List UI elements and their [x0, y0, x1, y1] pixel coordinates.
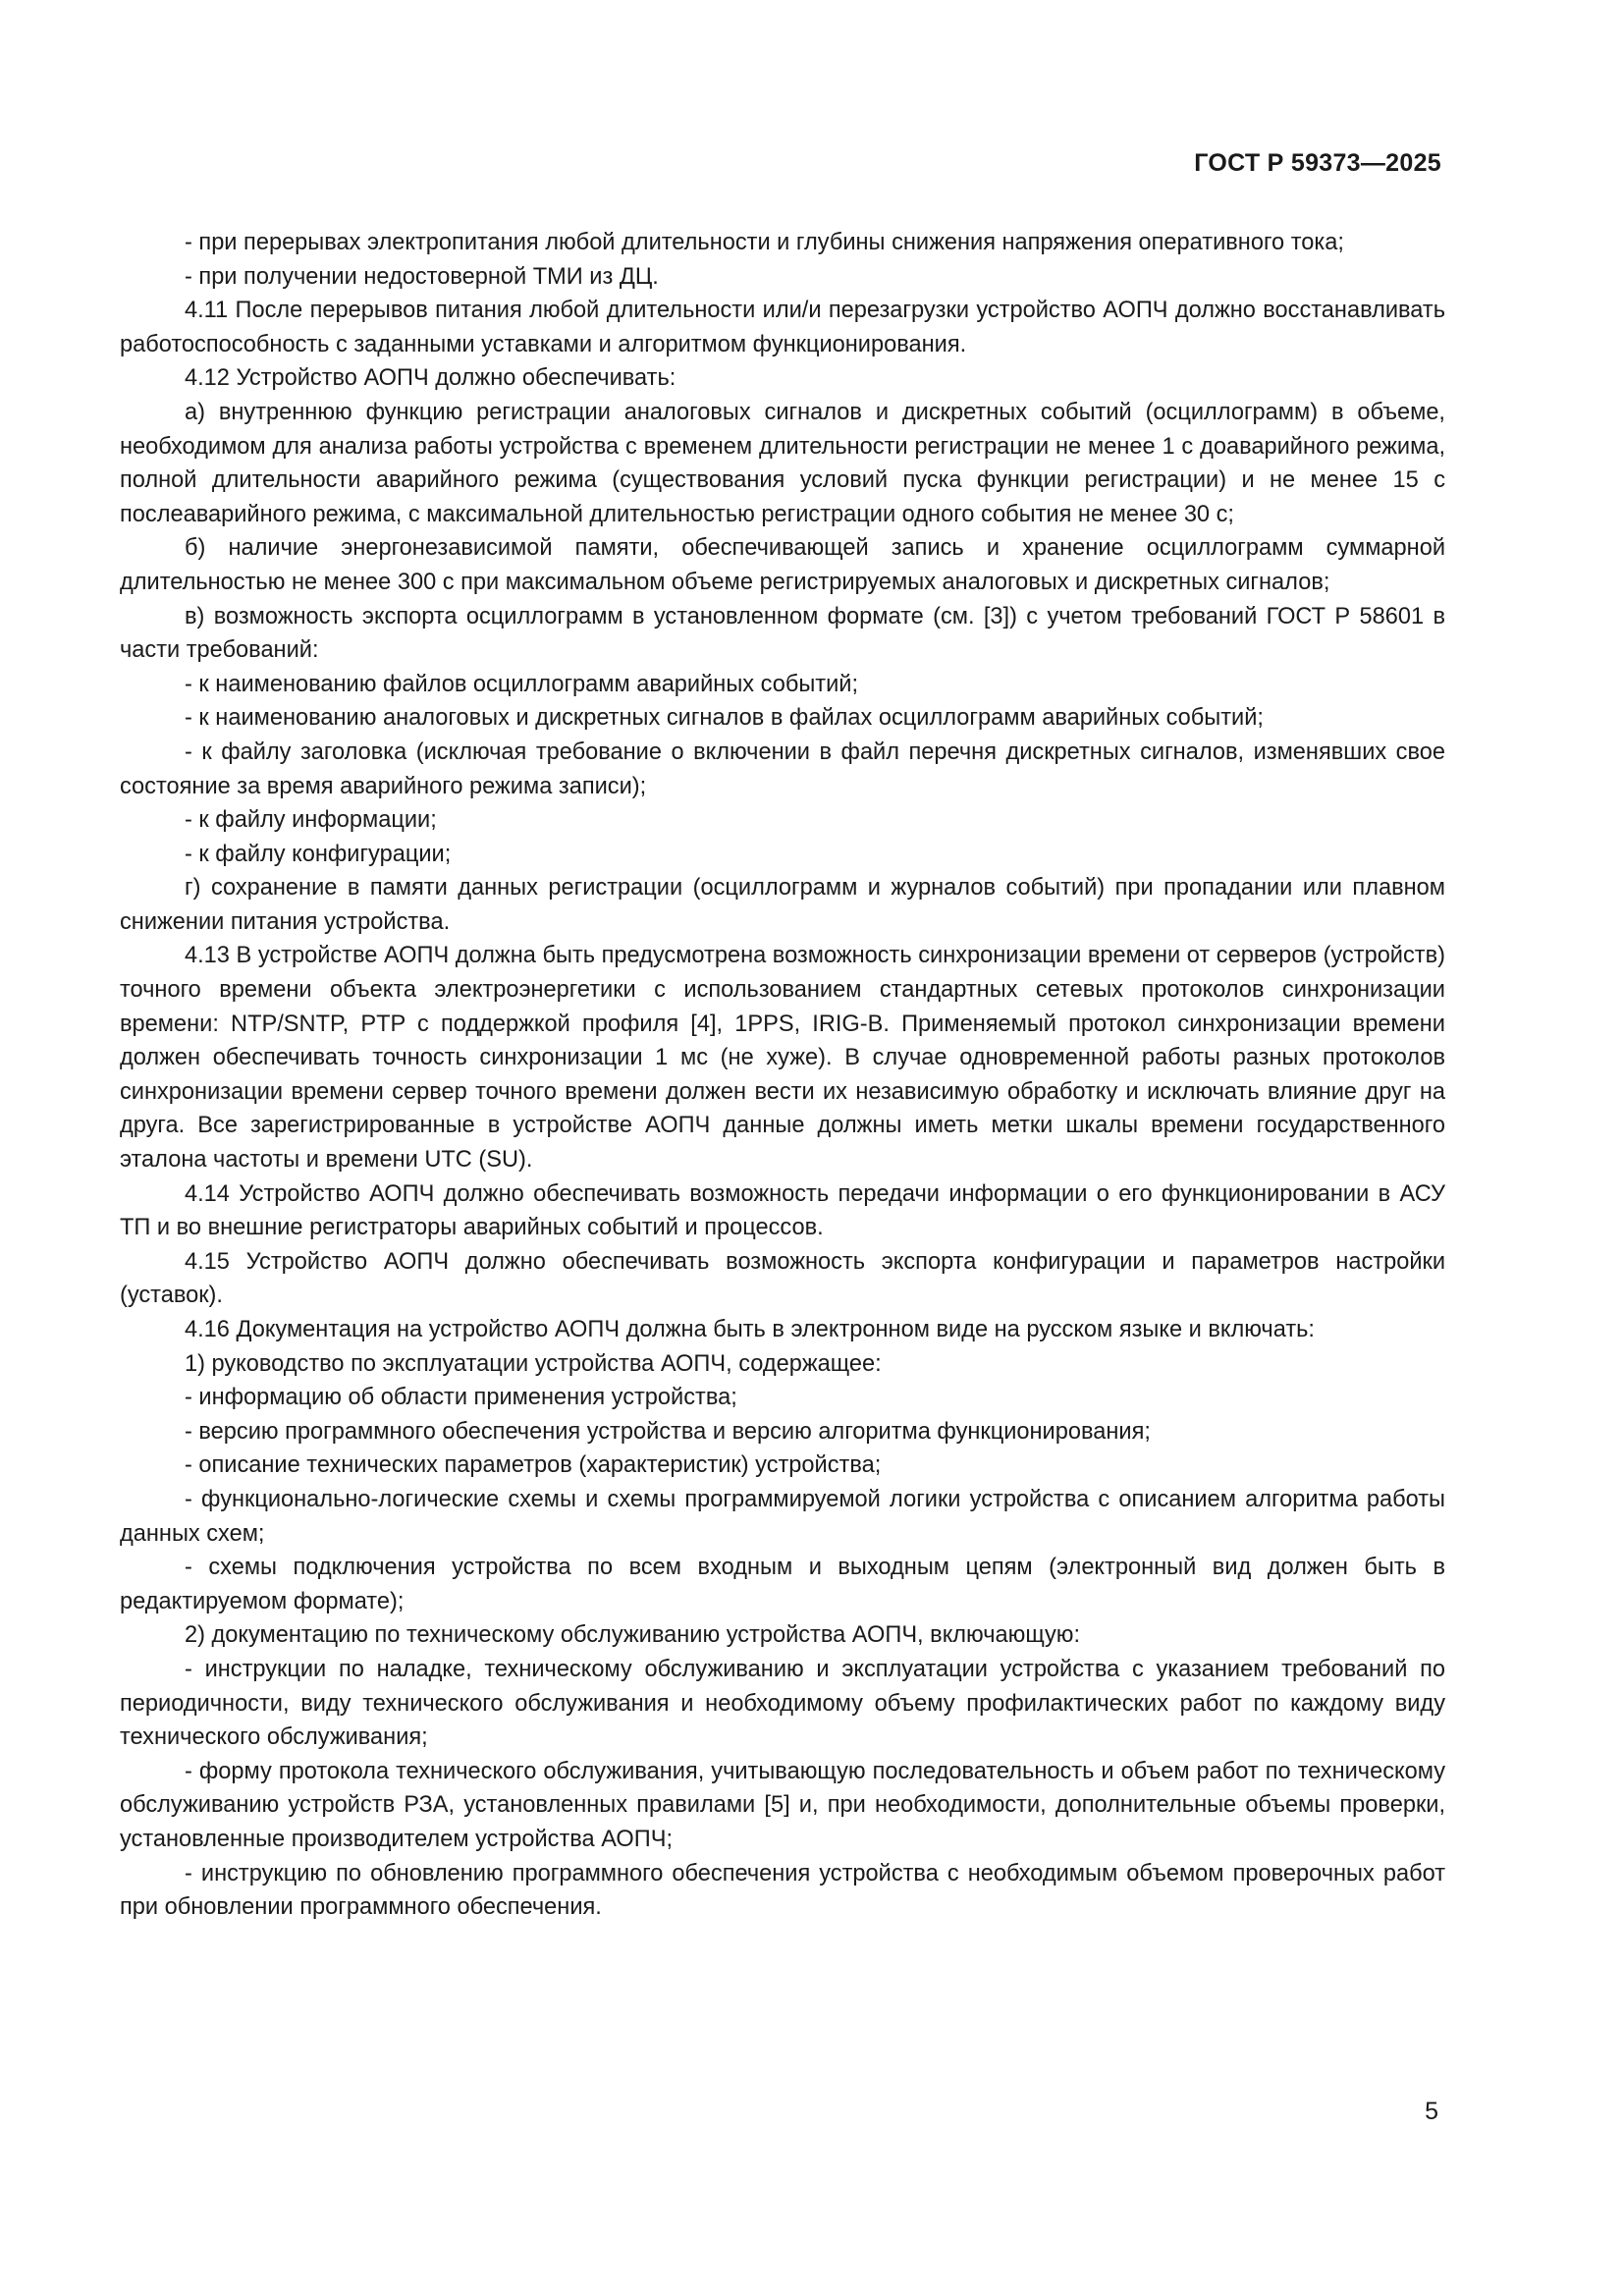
document-header: ГОСТ Р 59373—2025	[1194, 149, 1441, 177]
paragraph: в) возможность экспорта осциллограмм в установленном формате (см. [3]) с учетом требований ГОСТ Р 58601 в части требований:	[120, 603, 1445, 664]
paragraph: 1) руководство по эксплуатации устройства АОПЧ, содержащее:	[185, 1350, 882, 1377]
paragraph: 4.11 После перерывов питания любой длительности или/и перезагрузки устройство АОПЧ должно восстанавливать работоспособность с заданными уставками и алгоритмом функционирования.	[120, 298, 1445, 357]
paragraph: - информацию об области применения устройства;	[185, 1385, 737, 1411]
paragraph: - описание технических параметров (характеристик) устройства;	[185, 1452, 882, 1479]
paragraph: - к наименованию аналоговых и дискретных сигналов в файлах осциллограмм аварийных событий;	[185, 705, 1264, 732]
document-body	[120, 226, 1445, 1925]
paragraph: - при перерывах электропитания любой длительности и глубины снижения напряжения оперативного тока;	[185, 230, 1344, 255]
paragraph: - инструкции по наладке, техническому обслуживанию и эксплуатации устройства с указанием требований по периодичности, виду технического обслуживания и необходимому объему профилактических работ по каждому виду технического обслуживания;	[120, 1656, 1445, 1751]
paragraph: а) внутреннюю функцию регистрации аналоговых сигналов и дискретных событий (осциллограмм) в объеме, необходимом для анализа работы устройства с временем длительности регистрации не менее 1 с доаварийного режима, полной длительности аварийного режима (существования условий пуска функции регистрации) и не менее 15 с послеаварийного режима, с максимальной длительностью регистрации одного события не менее 30 с;	[120, 399, 1445, 527]
paragraph: 4.12 Устройство АОПЧ должно обеспечивать:	[185, 365, 676, 392]
paragraph: - инструкцию по обновлению программного обеспечения устройства с необходимым объемом проверочных работ при обновлении программного обеспечения.	[120, 1860, 1445, 1921]
paragraph: 2) документацию по техническому обслуживанию устройства АОПЧ, включающую:	[185, 1622, 1081, 1649]
paragraph: - функционально-логические схемы и схемы программируемой логики устройства с описанием алгоритма работы данных схем;	[120, 1486, 1445, 1547]
paragraph: 4.13 В устройстве АОПЧ должна быть предусмотрена возможность синхронизации времени от серверов (устройств) точного времени объекта электроэнергетики с использованием стандартных сетевых протоколов синхронизации времени: NTP/SNTP, PTP с поддержкой профиля [4], 1PPS, IRIG-B. Применяемый протокол синхронизации времени должен обеспечивать точность синхронизации 1 мс (не хуже). В случае одновременной работы разных протоколов синхронизации времени сервер точного времени должен вести их независимую обработку и исключать влияние друг на друга. Все зарегистрированные в устройстве АОПЧ данные должны иметь метки шкалы времени государственного эталона частоты и времени UTC (SU).	[120, 943, 1445, 1174]
paragraph: - форму протокола технического обслуживания, учитывающую последовательность и объем работ по техническому обслуживанию устройств РЗА, установленных правилами [5] и, при необходимости, дополнительные объемы проверки, установленные производителем устройства АОПЧ;	[120, 1758, 1445, 1852]
paragraph: б) наличие энергонезависимой памяти, обеспечивающей запись и хранение осциллограмм суммарной длительностью не менее 300 с при максимальном объеме регистрируемых аналоговых и дискретных сигналов;	[120, 535, 1445, 595]
page-number: 5	[1425, 2098, 1438, 2125]
paragraph: - к файлу информации;	[185, 807, 437, 834]
paragraph: - версию программного обеспечения устройства и версию алгоритма функционирования;	[185, 1418, 1151, 1445]
paragraph: г) сохранение в памяти данных регистрации (осциллограмм и журналов событий) при пропадании или плавном снижении питания устройства.	[120, 875, 1445, 935]
paragraph: - при получении недостоверной ТМИ из ДЦ.	[185, 263, 659, 290]
paragraph: 4.15 Устройство АОПЧ должно обеспечивать возможность экспорта конфигурации и параметров настройки (уставок).	[120, 1248, 1445, 1309]
paragraph: - к наименованию файлов осциллограмм аварийных событий;	[185, 671, 859, 697]
paragraph: - к файлу конфигурации;	[185, 841, 452, 867]
paragraph: 4.16 Документация на устройство АОПЧ должна быть в электронном виде на русском языке и включать:	[185, 1317, 1315, 1342]
paragraph: - схемы подключения устройства по всем входным и выходным цепям (электронный вид должен быть в редактируемом формате);	[120, 1555, 1445, 1614]
paragraph: - к файлу заголовка (исключая требование о включении в файл перечня дискретных сигналов, изменявших свое состояние за время аварийного режима записи);	[120, 738, 1445, 799]
paragraph: 4.14 Устройство АОПЧ должно обеспечивать возможность передачи информации о его функционировании в АСУ ТП и во внешние регистраторы аварийных событий и процессов.	[120, 1180, 1445, 1241]
